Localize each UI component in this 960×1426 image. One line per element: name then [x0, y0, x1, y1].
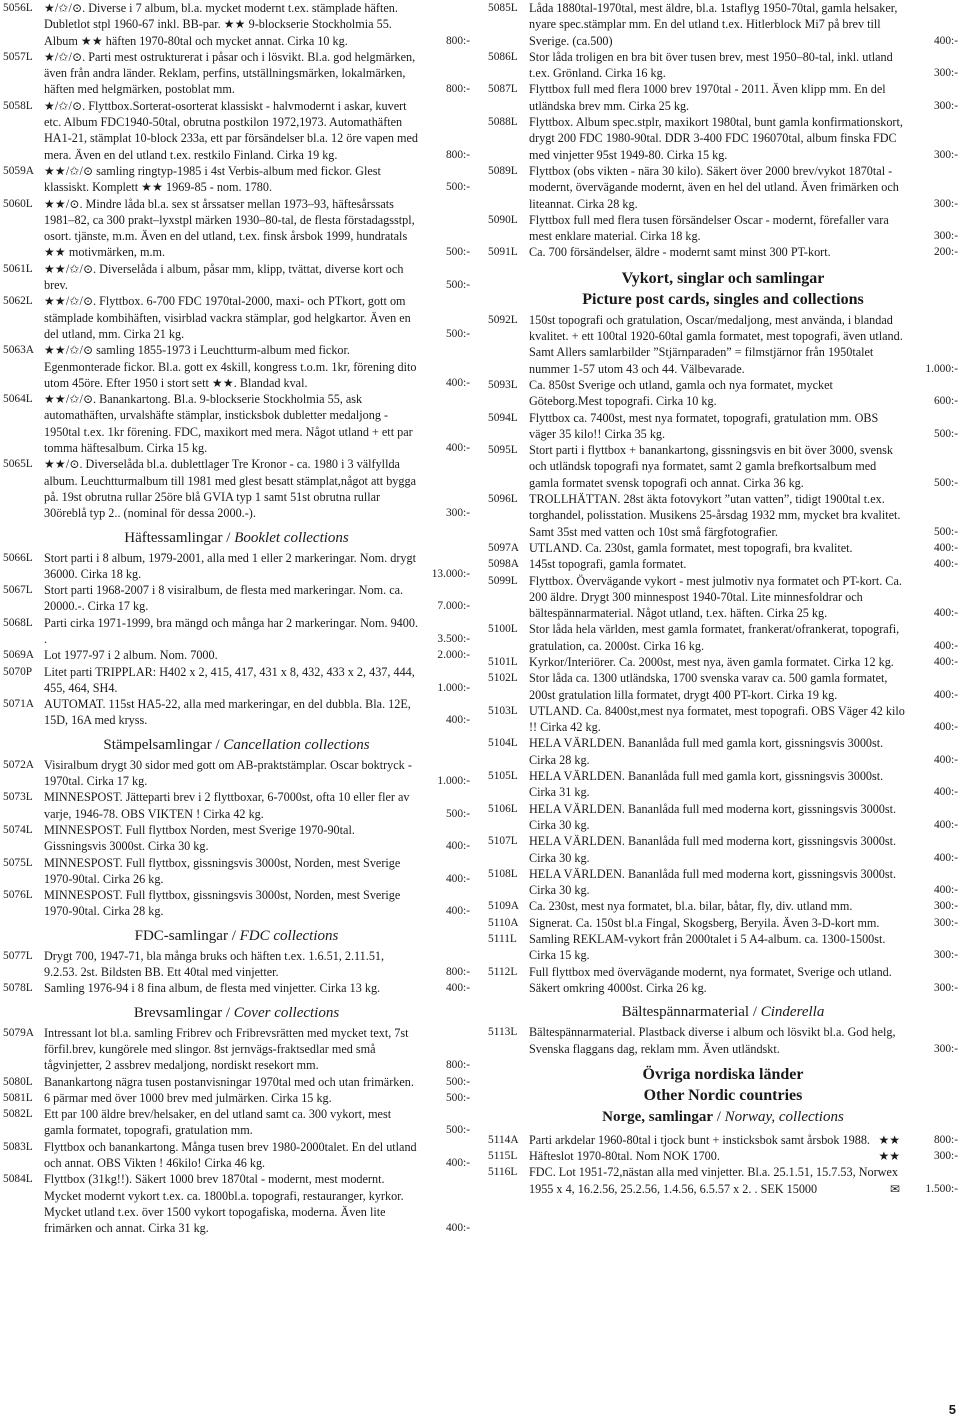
- lot-description: Flyttbox. Övervägande vykort - mest julmotiv nya formatet och PT-kort. Ca. 200 äldre. Drygt 300 minnespost 1940-70tal. Lite minnesfoldrar och bältespännarmaterial. Något utland, t.ex. häften. Cirka 25 kg.: [529, 573, 902, 621]
- lot-item: [3, 615, 470, 648]
- lot-number: 5067L: [3, 584, 33, 597]
- lot-item: [488, 898, 958, 914]
- lot-number: 5061L: [3, 262, 33, 275]
- lot-price: 1.000:-: [437, 775, 470, 788]
- lot-description: Flyttbox ca. 7400st, mest nya formatet, topografi, gratulation mm. OBS väger 35 kilo!! Cirka 35 kg.: [529, 410, 879, 441]
- lot-item: [3, 789, 470, 822]
- section-heading-english: Cancellation collections: [223, 736, 370, 753]
- lot-price: 500:-: [933, 476, 958, 489]
- subsection-heading-swedish: Norge, samlingar: [602, 1108, 713, 1125]
- lot-item: [3, 887, 470, 920]
- lot-number: 5075L: [3, 856, 33, 869]
- section-heading: [3, 529, 470, 548]
- lot-description: UTLAND. Ca. 230st, gamla formatet, mest topografi, bra kvalitet.: [529, 540, 853, 555]
- lot-description: AUTOMAT. 115st HA5-22, alla med markeringar, en del dubbla. Bla. 12E, 15D, 16A med kryss.: [44, 697, 411, 728]
- lot-description: ★★/⊙. Diverselåda bl.a. dublettlager Tre Kronor - ca. 1980 i 3 välfyllda album. Leuchtturmalbum till 1981 med glest besatt stämplat,något att bygga på. 19st obrutna rullar 25öre blå GVIA typ 1 samt 51st obrutna rullar 30öreblå typ 2.. (nominal för dessa 2000.-).: [44, 457, 416, 521]
- section-heading-separator: /: [222, 529, 235, 546]
- lot-item: [3, 1090, 470, 1106]
- lot-item: [488, 931, 958, 964]
- lot-number: 5077L: [3, 949, 33, 962]
- lot-description: Visiralbum drygt 30 sidor med gott om AB-praktstämplar. Oscar boktryck - 1970tal. Cirka 17 kg.: [44, 757, 412, 789]
- lot-number: 5058L: [3, 99, 33, 112]
- lot-price: 300:-: [445, 507, 470, 520]
- lot-description: Bältespännarmaterial. Plastback diverse i album och lösvikt bl.a. God helg, Svenska flaggans dag, reklam mm. Även utländskt.: [529, 1025, 896, 1056]
- lot-item: [488, 1148, 958, 1164]
- lot-item: [3, 163, 470, 196]
- section-heading-separator: /: [222, 1004, 234, 1021]
- lot-price: 500:-: [445, 807, 470, 820]
- section-heading-swedish: Stämpelsamlingar: [103, 736, 212, 753]
- section-heading-swedish: Bältespännarmaterial: [621, 1004, 750, 1021]
- lot-description: Stort parti i flyttbox + banankartong, gissningsvis en bit över 3000, svensk och utländsk topografi nya formatet, samt 2 gamla brefkortsalbum med gamla formatet svensk topografi och annat. Cirka 36 kg.: [529, 443, 894, 490]
- lot-number: 5112L: [488, 965, 518, 978]
- lot-price: 500:-: [933, 525, 958, 538]
- lot-item: [488, 801, 958, 834]
- lot-description: MINNESPOST. Jätteparti brev i 2 flyttboxar, 6-7000st, ofta 10 eller fler av varje, 1946-78. OBS VIKTEN ! Cirka 42 kg.: [44, 790, 410, 821]
- lot-number: 5082L: [3, 1108, 33, 1121]
- lot-number: 5056L: [3, 2, 33, 14]
- lot-item: [488, 410, 958, 443]
- lot-number: 5080L: [3, 1075, 33, 1088]
- lot-item: [488, 833, 958, 866]
- lot-price: 1.000:-: [437, 681, 470, 694]
- lot-description: Parti cirka 1971-1999, bra mängd och många har 2 markeringar. Nom. 9400. .: [44, 615, 418, 646]
- lot-item: [488, 212, 958, 245]
- lot-item: [3, 342, 470, 391]
- lot-description: Flyttbox. Album spec.stplr, maxikort 1980tal, bunt gamla konfirmationskort, drygt 200 FDC 1980-90tal. DDR 3-400 FDC 196070tal, album finska FDC med vinjetter 95st 1949-80. Cirka 15 kg.: [529, 115, 903, 162]
- lot-item: [488, 377, 958, 410]
- lot-price: 400:-: [933, 558, 958, 571]
- lot-description: Flyttbox (31kg!!). Säkert 1000 brev 1870tal - modernt, mest modernt. Mycket modernt vykort t.ex. ca. 1800bl.a. topografi, restauranger, kyrkor. Mycket utland t.ex. över 1500 vykort topogafiska, moderna. Även lite frimärken och annat. Cirka 31 kg.: [44, 1172, 404, 1236]
- lot-number: 5096L: [488, 493, 518, 506]
- lot-description: ★★/✩/⊙. Banankartong. Bl.a. 9-blockserie Stockholmia 55, ask automathäften, urvalshäfte stämplar, insticksbok dubletter medaljong - 1950tal t.ex. 1kr förening. FDC, maxikort med mera. Något utland + ett par tomma häftesalbum. Cirka 15 kg.: [44, 392, 413, 456]
- lot-number: 5060L: [3, 197, 33, 210]
- lot-price: 400:-: [445, 905, 470, 918]
- lot-price: 400:-: [445, 982, 470, 995]
- lot-price: 1.500:-: [925, 1182, 958, 1195]
- lot-price: 800:-: [933, 1133, 958, 1146]
- section-heading: [488, 268, 958, 310]
- lot-item: [488, 49, 958, 82]
- lot-item: [488, 654, 958, 670]
- subsection-heading: [488, 1108, 958, 1127]
- lot-item: [3, 980, 470, 996]
- lot-price: 300:-: [933, 1150, 958, 1163]
- lot-price: 400:-: [445, 1222, 470, 1235]
- lot-item: [488, 573, 958, 622]
- lot-number: 5068L: [3, 616, 33, 629]
- lot-item: [3, 664, 470, 697]
- section-heading-english: FDC collections: [239, 927, 339, 944]
- lot-number: 5088L: [488, 116, 518, 129]
- lot-description: ★/✩/⊙. Diverse i 7 album, bl.a. mycket modernt t.ex. stämplade häften. Dubletlot stpl 1960-67 inkl. BB-par. ★★ 9-blockserie Stockholmia 55. Album ★★ häften 1970-80tal och mycket annat. Cirka 10 kg.: [44, 1, 398, 48]
- lot-item: [488, 114, 958, 163]
- condition-symbol: ★★: [878, 1132, 900, 1147]
- lot-description: Stort parti i 8 album, 1979-2001, alla med 1 eller 2 markeringar. Nom. drygt 36000. Cirka 18 kg.: [44, 550, 416, 581]
- lot-number: 5069A: [3, 649, 35, 662]
- lot-item: [488, 1164, 958, 1197]
- lot-number: 5092L: [488, 313, 518, 326]
- lot-price: 400:-: [445, 714, 470, 727]
- section-heading-swedish: Vykort, singlar och samlingar: [621, 269, 825, 287]
- lot-price: 400:-: [445, 376, 470, 389]
- lot-description: 145st topografi, gamla formatet.: [529, 557, 687, 572]
- lot-description: ★★/✩/⊙. Diverselåda i album, påsar mm, klipp, tvättat, diverse kort och brev.: [44, 261, 404, 293]
- lot-description: Ca. 850st Sverige och utland, gamla och nya formatet, mycket Göteborg.Mest topografi. Cirka 10 kg.: [529, 377, 833, 409]
- lot-price: 800:-: [445, 34, 470, 47]
- lot-number: 5103L: [488, 704, 518, 717]
- lot-number: 5098A: [488, 558, 520, 571]
- lot-number: 5113L: [488, 1026, 518, 1039]
- lot-price: 800:-: [445, 148, 470, 161]
- lot-number: 5108L: [488, 867, 518, 880]
- lot-price: 300:-: [933, 230, 958, 243]
- lot-description: ★/✩/⊙. Parti mest ostrukturerat i påsar och i lösvikt. Bl.a. god helgmärken, även från andra länder. Reklam, perfins, utställningsmärken, lokalmärken, häften med helgmärken, postoblat mm.: [44, 49, 416, 97]
- lot-number: 5095L: [488, 444, 518, 457]
- section-heading: [3, 927, 470, 946]
- left-column: [3, 0, 470, 1236]
- section-heading-swedish: Häftessamlingar: [124, 529, 223, 546]
- lot-description: HELA VÄRLDEN. Bananlåda full med moderna kort, gissningsvis 3000st. Cirka 30 kg.: [529, 801, 897, 832]
- lot-description: 6 pärmar med över 1000 brev med julmärken. Cirka 15 kg.: [44, 1090, 332, 1105]
- lot-number: 5087L: [488, 83, 518, 96]
- lot-item: [3, 1025, 470, 1074]
- lot-price: 400:-: [933, 607, 958, 620]
- subsection-heading-english: Norway, collections: [724, 1108, 844, 1125]
- lot-item: [3, 550, 470, 583]
- lot-item: [3, 391, 470, 456]
- lot-description: Stor låda ca. 1300 utländska, 1700 svenska varav ca. 500 gamla formatet, 200st gratulation lilla formatet, drygt 400 PT-kort. Cirka 19 kg.: [529, 671, 888, 702]
- condition-symbol: ✉: [889, 1181, 900, 1196]
- lot-item: [488, 964, 958, 997]
- lot-item: [3, 582, 470, 615]
- lot-number: 5085L: [488, 2, 518, 14]
- lot-description: FDC. Lot 1951-72,nästan alla med vinjetter. Bl.a. 25.1.51, 15.7.53, Norwex 1955 x 4, 16.2.56, 25.2.56, 1.4.56, 6.5.57 x 2. . SEK 15000: [529, 1165, 898, 1196]
- lot-price: 500:-: [445, 279, 470, 292]
- lot-description: HELA VÄRLDEN. Bananlåda full med moderna kort, gissningsvis 3000st. Cirka 30 kg.: [529, 866, 897, 898]
- lot-item: [3, 456, 470, 521]
- lot-number: 5097A: [488, 541, 520, 554]
- lot-item: [3, 49, 470, 98]
- lot-price: 300:-: [933, 949, 958, 962]
- lot-price: 500:-: [445, 327, 470, 340]
- lot-number: 5062L: [3, 295, 33, 308]
- lot-price: 400:-: [445, 872, 470, 885]
- lot-price: 400:-: [933, 688, 958, 701]
- lot-description: TROLLHÄTTAN. 28st äkta fotovykort ”utan vatten”, tidigt 1900tal t.ex. torghandel, polisstation. Musikens 25-årsdag 1932 mm, mycket bra kvalitet. Samt 35st med vatten och 10st små färgfotografier.: [529, 492, 901, 539]
- lot-item: [3, 855, 470, 888]
- lot-description: ★/✩/⊙. Flyttbox.Sorterat-osorterat klassiskt - halvmodernt i askar, kuvert etc. Album FDC1940-50tal, obrutna postkilon 1972,1973. Automathäften HA1-21, stämplat 10-block 233a, ett par försändelser bl.a. 12 öre vapen med mera. Även en del utland t.ex. restkilo Finland. Cirka 19 kg.: [44, 98, 418, 162]
- lot-item: [488, 670, 958, 703]
- lot-description: UTLAND. Ca. 8400st,mest nya formatet, mest topografi. OBS Väger 42 kilo !! Cirka 42 kg.: [529, 703, 905, 735]
- lot-description: HELA VÄRLDEN. Bananlåda full med moderna kort, gissningsvis 3000st. Cirka 30 kg.: [529, 834, 897, 865]
- lot-item: [3, 696, 470, 729]
- lot-number: 5063A: [3, 344, 35, 357]
- lot-number: 5100L: [488, 623, 518, 636]
- lot-description: MINNESPOST. Full flyttbox, gissningsvis 3000st, Norden, mest Sverige 1970-90tal. Cirka 28 kg.: [44, 888, 401, 919]
- lot-item: [488, 621, 958, 654]
- lot-number: 5099L: [488, 574, 518, 587]
- lot-number: 5078L: [3, 982, 33, 995]
- lot-item: [488, 312, 958, 377]
- lot-price: 500:-: [445, 1124, 470, 1137]
- lot-number: 5090L: [488, 213, 518, 226]
- lot-description: 150st topografi och gratulation, Oscar/medaljong, mest använda, i blandad kvalitet. + ett 100tal 1920-60tal gamla formatet, mest topografi, även utland. Samt Allers samlarbilder ”Stjärnparaden” = filmstjärnor från 1950talet nummer 1-57 utom 43 och 44. Välbevarade.: [529, 312, 903, 376]
- lot-item: [488, 540, 958, 556]
- lot-price: 500:-: [933, 427, 958, 440]
- lot-number: 5109A: [488, 900, 520, 913]
- lot-number: 5076L: [3, 889, 33, 902]
- lot-price: 400:-: [933, 818, 958, 831]
- lot-price: 400:-: [933, 639, 958, 652]
- section-heading-english: Other Nordic countries: [643, 1086, 803, 1104]
- lot-price: 500:-: [445, 1091, 470, 1104]
- section-heading: [3, 736, 470, 755]
- lot-number: 5071A: [3, 698, 35, 711]
- lot-price: 800:-: [445, 1059, 470, 1072]
- lot-description: Signerat. Ca. 150st bl.a Fingal, Skogsberg, Beryila. Även 3-D-kort mm.: [529, 915, 880, 930]
- lot-price: 600:-: [933, 395, 958, 408]
- lot-price: 400:-: [933, 721, 958, 734]
- lot-description: Flyttbox (obs vikten - nära 30 kilo). Säkert över 2000 brev/vykot 1870tal - modernt, övervägande modernt, även en hel del utland. Även frimärken och liteannat. Cirka 28 kg.: [529, 163, 899, 211]
- lot-number: 5094L: [488, 411, 518, 424]
- lot-description: ★★/✩/⊙ samling 1855-1973 i Leuchtturm-album med fickor. Egenmonterade fickor. Bl.a. gott ex 4skill, kongress t.o.m. 1kr, förening dito utom 45öre. Efter 1950 i stort sett ★★. Blandad kval.: [44, 343, 417, 390]
- lot-number: 5084L: [3, 1173, 33, 1186]
- lot-price: 400:-: [933, 884, 958, 897]
- lot-description: Full flyttbox med övervägande modernt, nya formatet, Sverige och utland. Säkert omkring 4000st. Cirka 26 kg.: [529, 964, 892, 995]
- lot-item: [488, 0, 958, 49]
- section-heading-english: Cinderella: [760, 1004, 825, 1021]
- section-heading-swedish: FDC-samlingar: [134, 927, 228, 944]
- lot-item: [488, 163, 958, 212]
- lot-description: ★★/✩/⊙ samling ringtyp-1985 i 4st Verbis-album med fickor. Glest klassiskt. Komplett ★★ 1969-85 - nom. 1780.: [44, 163, 381, 195]
- lot-price: 3.500:-: [437, 632, 470, 645]
- lot-item: [3, 757, 470, 790]
- lot-item: [488, 1024, 958, 1057]
- lot-description: Samling REKLAM-vykort från 2000talet i 5 A4-album. ca. 1300-1500st. Cirka 15 kg.: [529, 932, 886, 963]
- lot-number: 5074L: [3, 823, 33, 836]
- page-number: 5: [948, 1401, 956, 1417]
- right-column: [488, 0, 958, 1197]
- lot-item: [3, 1106, 470, 1139]
- lot-price: 300:-: [933, 99, 958, 112]
- lot-price: 300:-: [933, 916, 958, 929]
- section-heading: [488, 1064, 958, 1106]
- lot-item: [488, 442, 958, 491]
- section-heading-swedish: Övriga nordiska länder: [642, 1065, 804, 1083]
- condition-symbol: ★★: [878, 1149, 900, 1164]
- lot-price: 200:-: [933, 246, 958, 259]
- lot-number: 5057L: [3, 50, 33, 63]
- lot-item: [3, 647, 470, 663]
- lot-description: Parti arkdelar 1960-80tal i tjock bunt + insticksbok samt årsbok 1988.: [529, 1132, 870, 1147]
- lot-number: 5102L: [488, 672, 518, 685]
- lot-number: 5081L: [3, 1091, 33, 1104]
- lot-price: 300:-: [933, 197, 958, 210]
- lot-number: 5110A: [488, 916, 519, 929]
- lot-price: 500:-: [445, 181, 470, 194]
- lot-description: Stort parti 1968-2007 i 8 visiralbum, de flesta med markeringar. Nom. ca. 20000.-. Cirka 17 kg.: [44, 583, 404, 614]
- section-heading-english: Cover collections: [233, 1004, 340, 1021]
- lot-description: Flyttbox och banankartong. Många tusen brev 1980-2000talet. En del utland och annat. OBS Vikten ! 46kilo! Cirka 46 kg.: [44, 1139, 417, 1170]
- lot-number: 5093L: [488, 378, 518, 391]
- lot-description: Stor låda troligen en bra bit över tusen brev, mest 1950–80-tal, inkl. utland t.ex. Grönland. Cirka 16 kg.: [529, 49, 893, 81]
- lot-number: 5106L: [488, 802, 518, 815]
- lot-number: 5101L: [488, 655, 518, 668]
- lot-number: 5072A: [3, 758, 35, 771]
- lot-item: [488, 915, 958, 931]
- lot-item: [3, 1139, 470, 1172]
- lot-number: 5070P: [3, 665, 33, 678]
- section-heading-separator: /: [227, 927, 240, 944]
- lot-number: 5111L: [488, 933, 517, 946]
- lot-description: ★★/⊙. Mindre låda bl.a. sex st årssatser mellan 1973–93, häftesårssats 1981–82, ca 300 prakt–lyxstpl märken 1930–80-tal, de flesta förstadagsstpl, osort. tjänste, m.m. Även en del utland, t.ex. finsk årsbok 1999, hundratals ★★ motivmärken, m.m.: [44, 196, 415, 260]
- lot-description: Häfteslot 1970-80tal. Nom NOK 1700.: [529, 1149, 720, 1164]
- lot-number: 5104L: [488, 737, 518, 750]
- lot-number: 5065L: [3, 458, 33, 471]
- lot-price: 2.000:-: [437, 649, 470, 662]
- lot-item: [488, 244, 958, 260]
- lot-price: 400:-: [445, 840, 470, 853]
- lot-description: Drygt 700, 1947-71, bla många bruks och häften t.ex. 1.6.51, 2.11.51, 9.2.53. 2st. Bildsten BB. Ett 40tal med vinjetter.: [44, 948, 385, 980]
- lot-number: 5114A: [488, 1133, 519, 1146]
- subsection-heading-separator: /: [712, 1108, 725, 1125]
- lot-price: 13.000:-: [431, 567, 470, 580]
- lot-description: Flyttbox full med flera 1000 brev 1970tal - 2011. Även klipp mm. En del utländska brev mm. Cirka 25 kg.: [529, 82, 886, 113]
- lot-item: [3, 98, 470, 163]
- lot-description: Låda 1880tal-1970tal, mest äldre, bl.a. 1staflyg 1950-70tal, gamla helsaker, nyare spec.stämplar mm. En del utland t.ex. Hitlerblock Mi7 på brev till Sverige. (ca.500): [529, 1, 898, 48]
- lot-description: ★★/✩/⊙. Flyttbox. 6-700 FDC 1970tal-2000, maxi- och PTkort, gott om stämplade kombihäften, visirblad vackra stämplar, god helgkartor. Även en del utland, mm. Cirka 21 kg.: [44, 294, 411, 341]
- lot-number: 5091L: [488, 246, 518, 259]
- lot-number: 5059A: [3, 164, 35, 177]
- section-heading-english: Picture post cards, singles and collections: [582, 290, 864, 308]
- lot-description: Kyrkor/Interiörer. Ca. 2000st, mest nya, även gamla formatet. Cirka 12 kg.: [529, 654, 894, 669]
- lot-description: Intressant lot bl.a. samling Fribrev och Fribrevsrätten med mycket text, 7st förfil.brev, kungörele med slingor. 8st jernvägs-fraktsedlar med små tågvinjetter, 2 assbrev medaljong, nordiskt resekort mm.: [44, 1025, 409, 1073]
- lot-description: Flyttbox full med flera tusen försändelser Oscar - modernt, förefaller vara mest enklare material. Cirka 18 kg.: [529, 212, 889, 244]
- lot-number: 5116L: [488, 1166, 518, 1179]
- lot-description: MINNESPOST. Full flyttbox Norden, mest Sverige 1970-90tal. Gissningsvis 3000st. Cirka 30 kg.: [44, 822, 355, 854]
- lot-description: Ca. 700 försändelser, äldre - modernt samt minst 300 PT-kort.: [529, 245, 831, 260]
- lot-price: 500:-: [445, 246, 470, 259]
- lot-description: HELA VÄRLDEN. Bananlåda full med gamla kort, gissningsvis 3000st. Cirka 31 kg.: [529, 769, 884, 800]
- lot-description: Banankartong nägra tusen postanvisningar 1970tal med och utan frimärken.: [44, 1074, 414, 1089]
- lot-item: [3, 1171, 470, 1236]
- lot-number: 5073L: [3, 791, 33, 804]
- section-heading: [3, 1004, 470, 1023]
- lot-price: 300:-: [933, 1042, 958, 1055]
- lot-item: [488, 491, 958, 540]
- lot-item: [3, 196, 470, 261]
- lot-price: 1.000:-: [925, 362, 958, 375]
- lot-item: [3, 0, 470, 49]
- lot-item: [488, 866, 958, 899]
- lot-item: [488, 1132, 958, 1148]
- lot-description: Litet parti TRIPPLAR: H402 x 2, 415, 417, 431 x 8, 432, 433 x 2, 437, 444, 455, 464, SH4.: [44, 664, 415, 695]
- section-heading-separator: /: [211, 736, 224, 753]
- section-heading: [488, 1003, 958, 1022]
- lot-price: 400:-: [933, 786, 958, 799]
- lot-price: 400:-: [933, 753, 958, 766]
- lot-price: 400:-: [933, 541, 958, 554]
- lot-price: 500:-: [445, 1075, 470, 1088]
- lot-description: MINNESPOST. Full flyttbox, gissningsvis 3000st, Norden, mest Sverige 1970-90tal. Cirka 26 kg.: [44, 855, 401, 886]
- lot-price: 7.000:-: [437, 600, 470, 613]
- lot-number: 5066L: [3, 551, 33, 564]
- lot-number: 5105L: [488, 770, 518, 783]
- lot-description: HELA VÄRLDEN. Bananlåda full med gamla kort, gissningsvis 3000st. Cirka 28 kg.: [529, 736, 884, 767]
- lot-price: 400:-: [933, 851, 958, 864]
- lot-item: [488, 768, 958, 801]
- lot-description: Ett par 100 äldre brev/helsaker, en del utland samt ca. 300 vykort, mest gamla formatet, topografi, gratulation mm.: [44, 1107, 392, 1138]
- lot-price: 300:-: [933, 148, 958, 161]
- lot-item: [3, 293, 470, 342]
- lot-price: 400:-: [445, 1157, 470, 1169]
- lot-price: 300:-: [933, 900, 958, 913]
- lot-price: 400:-: [933, 655, 958, 668]
- lot-description: Ca. 230st, mest nya formatet, bl.a. bilar, båtar, fly, div. utland mm.: [529, 899, 853, 914]
- lot-number: 5115L: [488, 1150, 518, 1163]
- lot-description: Lot 1977-97 i 2 album. Nom. 7000.: [44, 648, 218, 663]
- lot-item: [488, 81, 958, 114]
- lot-price: 400:-: [445, 442, 470, 455]
- lot-number: 5107L: [488, 835, 518, 848]
- lot-price: 300:-: [933, 67, 958, 80]
- lot-description: Stor låda hela världen, mest gamla formatet, frankerat/ofrankerat, topografi, gratulation, ca. 2000st. Cirka 16 kg.: [529, 622, 900, 653]
- lot-item: [488, 556, 958, 572]
- lot-item: [3, 822, 470, 855]
- section-heading-separator: /: [749, 1004, 761, 1021]
- lot-price: 300:-: [933, 981, 958, 994]
- lot-price: 800:-: [445, 966, 470, 979]
- lot-item: [3, 1074, 470, 1090]
- lot-number: 5064L: [3, 393, 33, 406]
- section-heading-swedish: Brevsamlingar: [133, 1004, 223, 1021]
- lot-number: 5089L: [488, 164, 518, 177]
- lot-item: [3, 261, 470, 294]
- lot-price: 400:-: [933, 34, 958, 47]
- lot-number: 5083L: [3, 1140, 33, 1153]
- lot-number: 5079A: [3, 1026, 35, 1039]
- lot-item: [3, 948, 470, 981]
- section-heading-english: Booklet collections: [234, 529, 349, 546]
- lot-price: 800:-: [445, 83, 470, 96]
- lot-item: [488, 735, 958, 768]
- lot-description: Samling 1976-94 i 8 fina album, de flesta med vinjetter. Cirka 13 kg.: [44, 981, 381, 996]
- lot-number: 5086L: [488, 50, 518, 63]
- lot-item: [488, 703, 958, 736]
